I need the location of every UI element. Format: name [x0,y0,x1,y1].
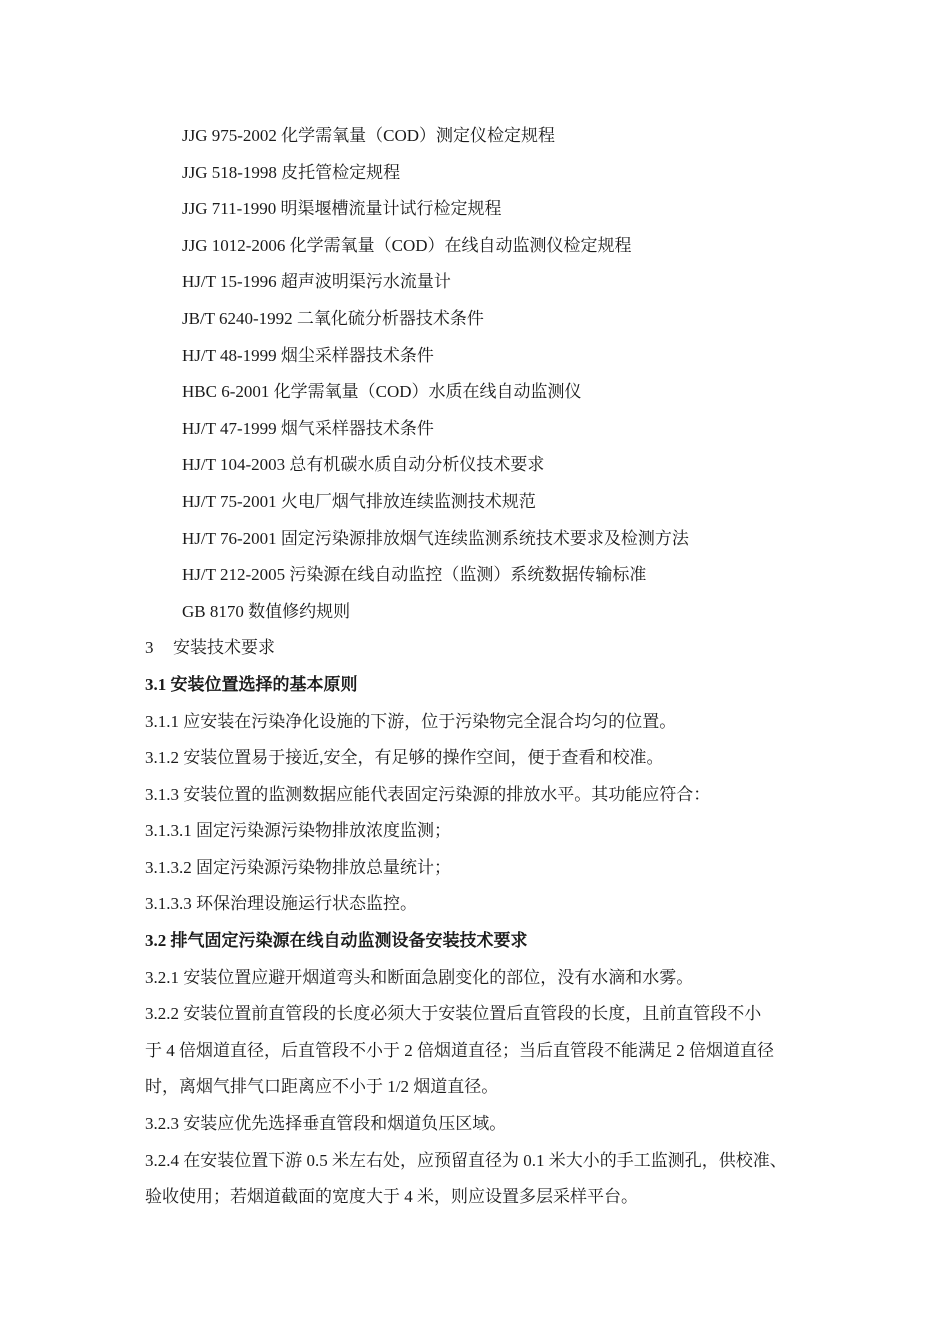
reference-item: JJG 1012-2006 化学需氧量（COD）在线自动监测仪检定规程 [182,235,632,255]
document-page [0,118,950,1216]
section-3-1-heading: 3.1 安装位置选择的基本原则 [145,674,358,694]
reference-item: HJ/T 76-2001 固定污染源排放烟气连续监测系统技术要求及检测方法 [182,528,689,548]
section-3-number: 3 [145,638,154,658]
paragraph: 3.1.1 应安装在污染净化设施的下游，位于污染物完全混合均匀的位置。 [145,711,677,731]
reference-standards-list [0,118,950,630]
reference-item: HBC 6-2001 化学需氧量（COD）水质在线自动监测仪 [182,382,582,402]
paragraph-line: 3.2.4 在安装位置下游 0.5 米左右处，应预留直径为 0.1 米大小的手工监测孔，供校准、 [145,1150,787,1170]
paragraph: 3.2.3 安装应优先选择垂直管段和烟道负压区域。 [145,1114,507,1134]
paragraph-line: 3.2.2 安装位置前直管段的长度必须大于安装位置后直管段的长度，且前直管段不小 [145,1004,762,1024]
paragraph-line: 验收使用；若烟道截面的宽度大于 4 米，则应设置多层采样平台。 [145,1187,638,1207]
paragraph: 3.1.3.1 固定污染源污染物排放浓度监测； [145,821,451,841]
paragraph: 3.1.3 安装位置的监测数据应能代表固定污染源的排放水平。其功能应符合： [145,784,711,804]
section-3-2-heading: 3.2 排气固定污染源在线自动监测设备安装技术要求 [145,931,528,951]
reference-item: HJ/T 75-2001 火电厂烟气排放连续监测技术规范 [182,491,536,511]
section-3-title: 安装技术要求 [173,638,275,658]
paragraph: 3.1.2 安装位置易于接近,安全，有足够的操作空间，便于查看和校准。 [145,748,664,768]
reference-item: JJG 518-1998 皮托管检定规程 [182,162,401,182]
reference-item: HJ/T 48-1999 烟尘采样器技术条件 [182,345,434,365]
reference-item: JB/T 6240-1992 二氧化硫分析器技术条件 [182,308,484,328]
section-3-heading [0,630,855,667]
reference-item: HJ/T 47-1999 烟气采样器技术条件 [182,418,434,438]
paragraph: 3.1.3.2 固定污染源污染物排放总量统计； [145,857,451,877]
reference-item: HJ/T 15-1996 超声波明渠污水流量计 [182,272,451,292]
reference-item: JJG 975-2002 化学需氧量（COD）测定仪检定规程 [182,126,556,145]
reference-item: HJ/T 212-2005 污染源在线自动监控（监测）系统数据传输标准 [182,565,647,585]
paragraph-line: 时，离烟气排气口距离应不小于 1/2 烟道直径。 [145,1077,499,1097]
paragraph: 3.1.3.3 环保治理设施运行状态监控。 [145,894,417,914]
paragraph-3-2-2 [0,996,950,1106]
paragraph: 3.2.1 安装位置应避开烟道弯头和断面急剧变化的部位，没有水滴和水雾。 [145,967,694,987]
reference-item: GB 8170 数值修约规则 [182,601,351,621]
paragraph-line: 于 4 倍烟道直径，后直管段不小于 2 倍烟道直径；当后直管段不能满足 2 倍烟道直径 [145,1040,774,1060]
reference-item: JJG 711-1990 明渠堰槽流量计试行检定规程 [182,199,502,219]
reference-item: HJ/T 104-2003 总有机碳水质自动分析仪技术要求 [182,455,545,475]
paragraph-3-2-4 [0,1143,950,1216]
